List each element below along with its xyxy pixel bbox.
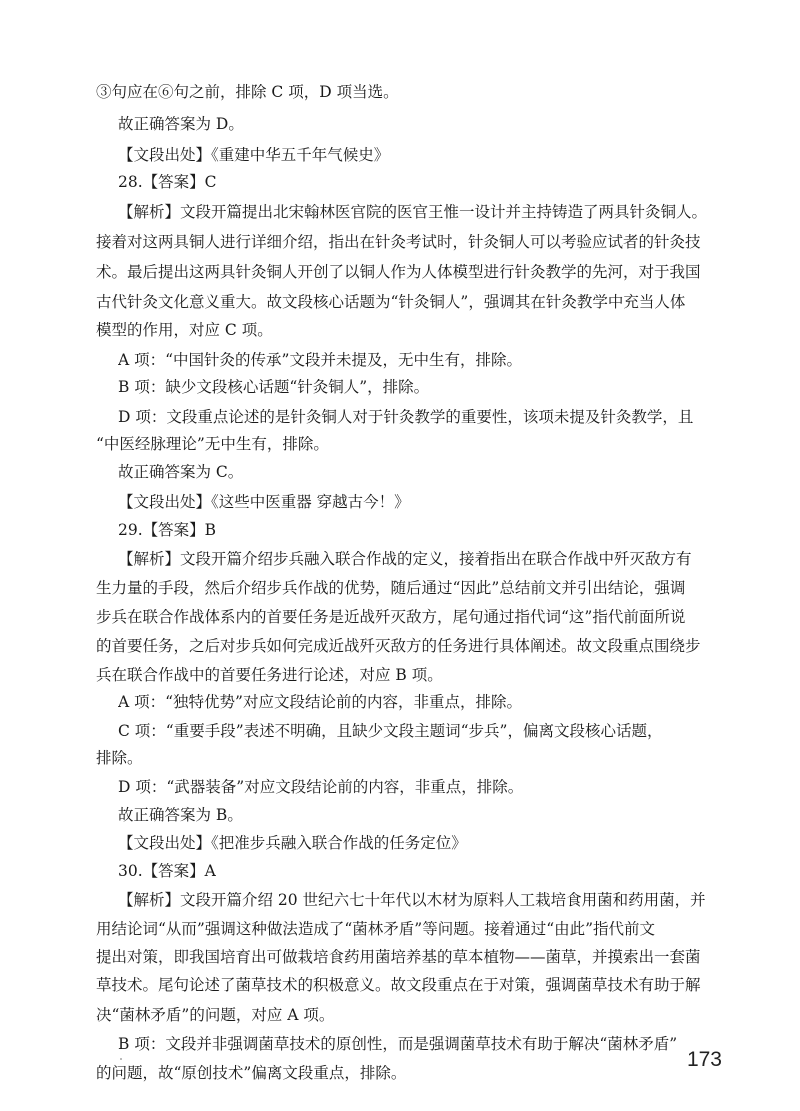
text-line: 28.【答案】C [118, 173, 217, 191]
text-line: 【解析】文段开篇介绍步兵融入联合作战的定义，接着指出在联合作战中歼灭敌方有 [118, 550, 692, 568]
text-line: 的问题，故“原创技术”偏离文段重点，排除。 [96, 1064, 407, 1082]
text-line: 【文段出处】《重建中华五千年气候史》 [118, 146, 390, 164]
scan-speck [120, 1058, 122, 1060]
text-line: C 项：“重要手段”表述不明确，且缺少文段主题词“步兵”，偏离文段核心话题， [118, 722, 663, 740]
text-line: 【文段出处】《把准步兵融入联合作战的任务定位》 [118, 834, 467, 852]
text-line: 【解析】文段开篇介绍 20 世纪六七十年代以木材为原料人工栽培食用菌和药用菌，并 [118, 891, 706, 909]
text-line: 故正确答案为 C。 [118, 463, 244, 481]
page-number: 173 [686, 1048, 722, 1071]
text-line: 故正确答案为 D。 [118, 115, 244, 133]
text-line: 排除。 [96, 749, 143, 767]
text-line: A 项：“独特优势”对应文段结论前的内容，非重点，排除。 [118, 693, 522, 711]
text-line: 草技术。尾句论述了菌草技术的积极意义。故文段重点在于对策，强调菌草技术有助于解 [96, 976, 701, 994]
text-line: D 项：“武器装备”对应文段结论前的内容，非重点，排除。 [118, 778, 524, 796]
text-line: 接着对这两具铜人进行详细介绍，指出在针灸考试时，针灸铜人可以考验应试者的针灸技 [96, 233, 701, 251]
text-line: “中医经脉理论”无中生有，排除。 [96, 435, 329, 453]
text-line: 兵在联合作战中的首要任务进行论述，对应 B 项。 [96, 666, 443, 684]
text-line: 故正确答案为 B。 [118, 806, 243, 824]
text-line: 古代针灸文化意义重大。故文段核心话题为“针灸铜人”，强调其在针灸教学中充当人体 [96, 293, 686, 311]
text-line: 用结论词“从而”强调这种做法造成了“菌林矛盾”等问题。接着通过“由此”指代前文 [96, 920, 656, 938]
text-line: 步兵在联合作战体系内的首要任务是近战歼灭敌方，尾句通过指代词“这”指代前面所说 [96, 608, 686, 626]
text-line: 29.【答案】B [118, 521, 217, 539]
text-line: A 项：“中国针灸的传承”文段并未提及，无中生有，排除。 [118, 351, 522, 369]
text-line: 【解析】文段开篇提出北宋翰林医官院的医官王惟一设计并主持铸造了两具针灸铜人。 [118, 203, 708, 221]
text-line: B 项：缺少文段核心话题“针灸铜人”，排除。 [118, 378, 430, 396]
text-line: 【文段出处】《这些中医重器 穿越古今！》 [118, 493, 410, 511]
text-line: 的首要任务，之后对步兵如何完成近战歼灭敌方的任务进行具体阐述。故文段重点围绕步 [96, 637, 701, 655]
text-line: D 项：文段重点论述的是针灸铜人对于针灸教学的重要性，该项未提及针灸教学，且 [118, 408, 694, 426]
text-line: B 项：文段并非强调菌草技术的原创性，而是强调菌草技术有助于解决“菌林矛盾” [118, 1035, 678, 1053]
text-line: 决“菌林矛盾”的问题，对应 A 项。 [96, 1006, 335, 1024]
text-line: ③句应在⑥句之前，排除 C 项，D 项当选。 [96, 83, 399, 101]
text-line: 术。最后提出这两具针灸铜人开创了以铜人作为人体模型进行针灸教学的先河，对于我国 [96, 263, 701, 281]
text-line: 提出对策，即我国培育出可做栽培食药用菌培养基的草本植物——菌草，并摸索出一套菌 [96, 948, 701, 966]
text-line: 生力量的手段，然后介绍步兵作战的优势，随后通过“因此”总结前文并引出结论，强调 [96, 579, 686, 597]
text-line: 模型的作用，对应 C 项。 [96, 321, 273, 339]
text-line: 30.【答案】A [118, 862, 216, 880]
